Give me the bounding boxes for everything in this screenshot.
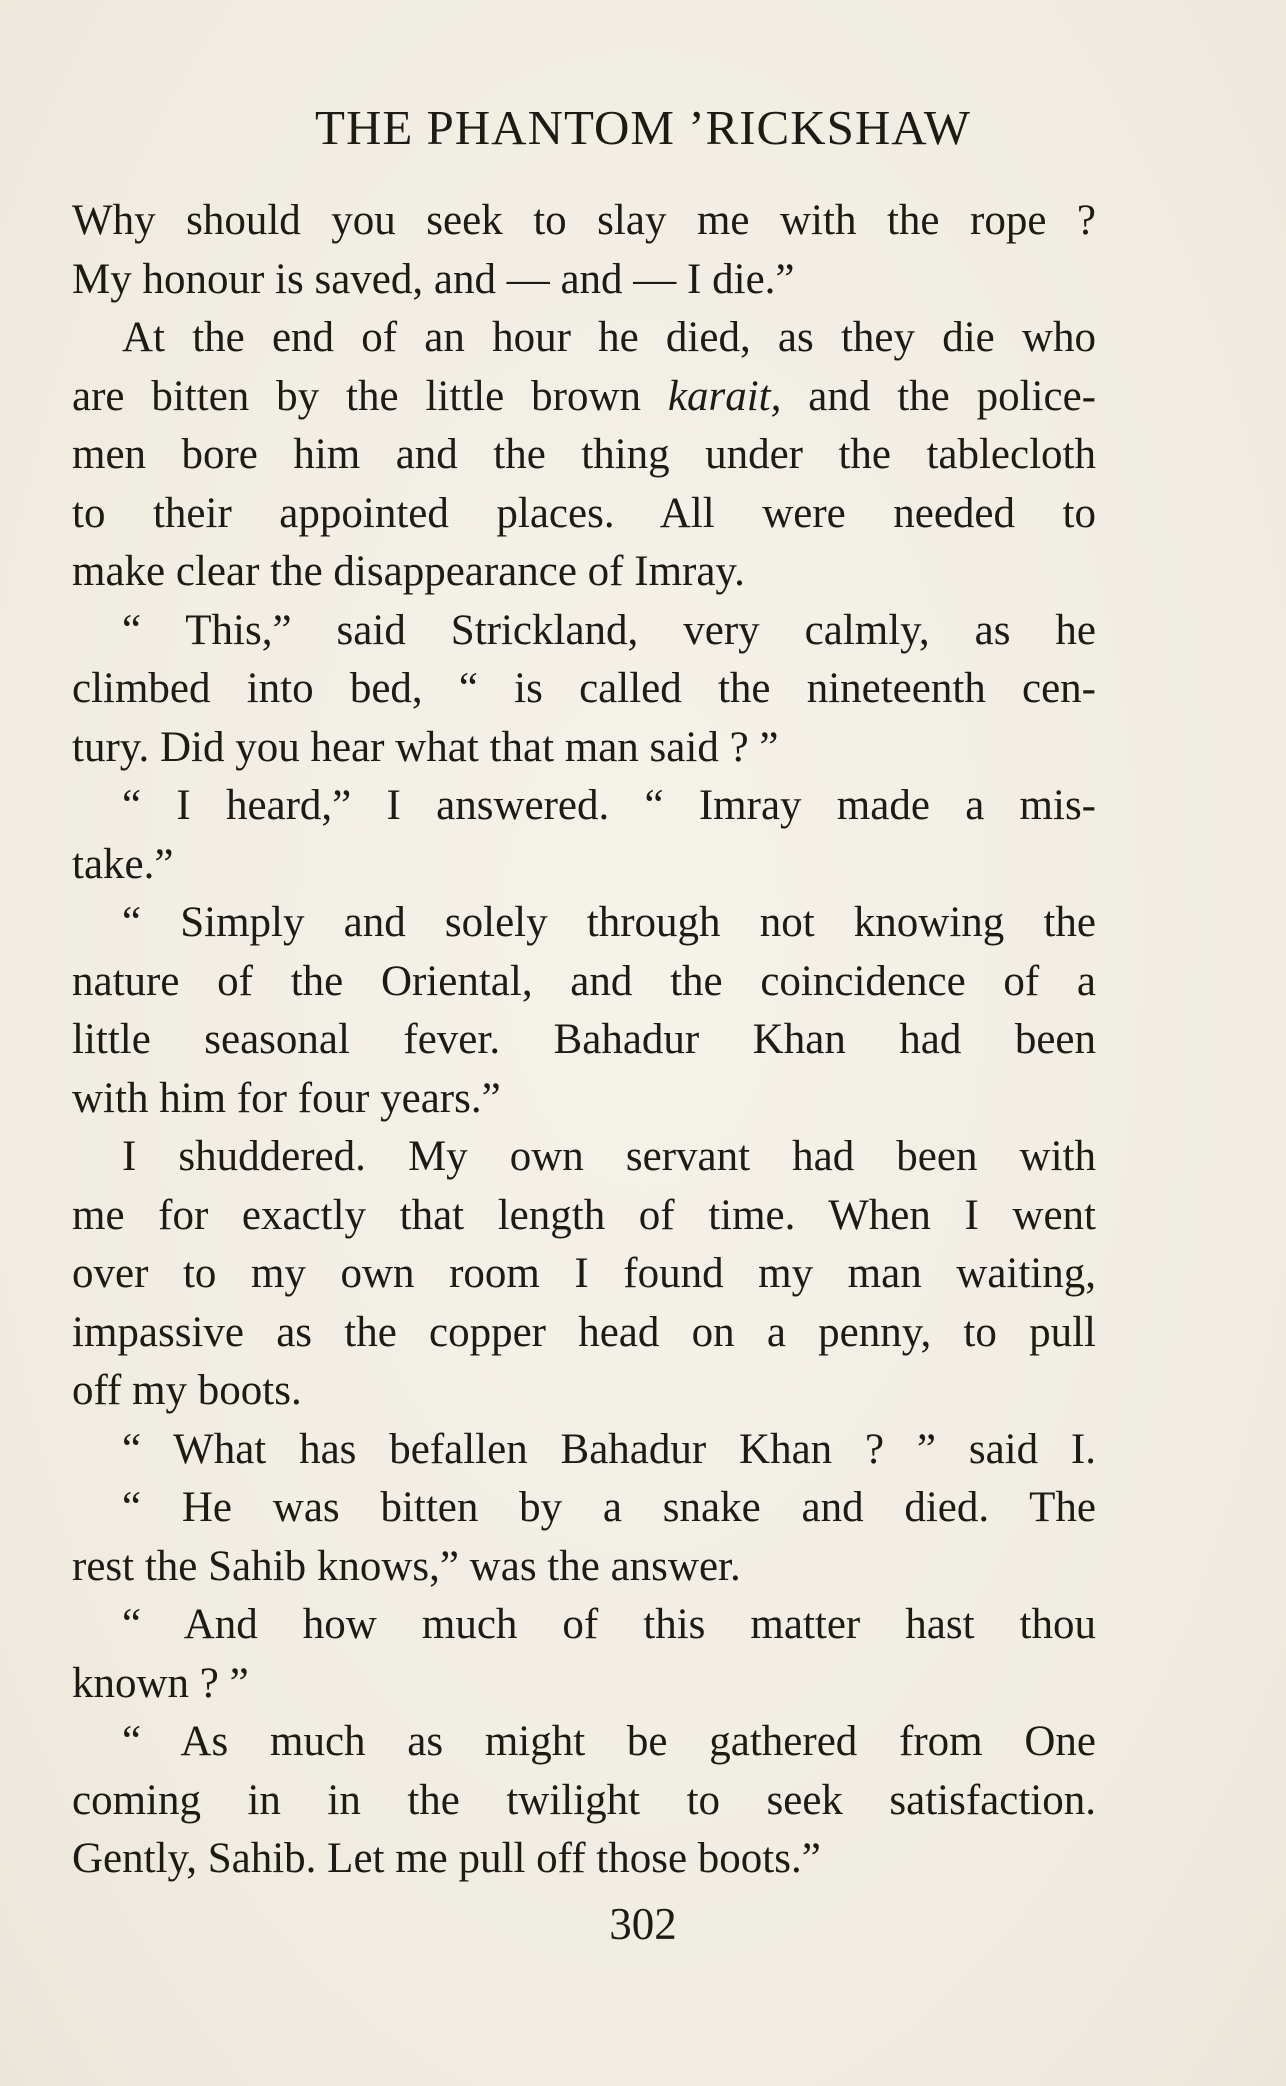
text-line: At the end of an hour he died, as they die who [122, 314, 1096, 361]
text-line: “ And how much of this matter hast thou [122, 1601, 1096, 1648]
text-line: “ As much as might be gathered from One [122, 1718, 1096, 1765]
italic-word: karait, [667, 372, 782, 420]
text-line: “ Simply and solely through not knowing the [122, 899, 1096, 946]
text-line: off my boots. [72, 1367, 302, 1414]
text-line: impassive as the copper head on a penny, to pull [72, 1308, 1096, 1356]
text-line: tury. Did you hear what that man said ? ” [72, 723, 779, 771]
text-line: make clear the disappearance of Imray. [72, 548, 745, 595]
text-line: I shuddered. My own servant had been with [122, 1133, 1096, 1180]
text-line: take.” [72, 840, 174, 888]
text-line: with him for four years.” [72, 1074, 501, 1122]
page-number: 302 [609, 1899, 677, 1949]
body-text [72, 192, 1096, 1889]
text-line: rest the Sahib knows,” was the answer. [72, 1542, 741, 1590]
text-line: My honour is saved, and — and — I die.” [72, 255, 795, 303]
text-line: coming in in the twilight to seek satisfaction. [72, 1776, 1096, 1824]
text-line: known ? ” [72, 1659, 249, 1707]
text-line: “ What has befallen Bahadur Khan ? ” said I. [122, 1425, 1096, 1473]
text-line: to their appointed places. All were needed to [72, 489, 1096, 537]
running-head: THE PHANTOM ’RICKSHAW [315, 100, 971, 155]
text-line: Why should you seek to slay me with the rope ? [72, 197, 1096, 244]
text-line: “ He was bitten by a snake and died. The [122, 1484, 1096, 1531]
text-line: little seasonal fever. Bahadur Khan had been [72, 1016, 1096, 1063]
text-line: men bore him and the thing under the tablecloth [72, 431, 1096, 478]
text-line: “ I heard,” I answered. “ Imray made a mis- [122, 782, 1096, 829]
text-line: nature of the Oriental, and the coincidence of a [72, 957, 1096, 1005]
text-line: Gently, Sahib. Let me pull off those boots.” [72, 1835, 821, 1882]
text-line: me for exactly that length of time. When I went [72, 1191, 1096, 1239]
text-line: are bitten by the little brown karait, and the police- [72, 372, 1096, 420]
text-line: climbed into bed, “ is called the nineteenth cen- [72, 665, 1096, 712]
text-line: over to my own room I found my man waiting, [72, 1250, 1096, 1297]
text-line: “ This,” said Strickland, very calmly, as he [122, 606, 1096, 654]
